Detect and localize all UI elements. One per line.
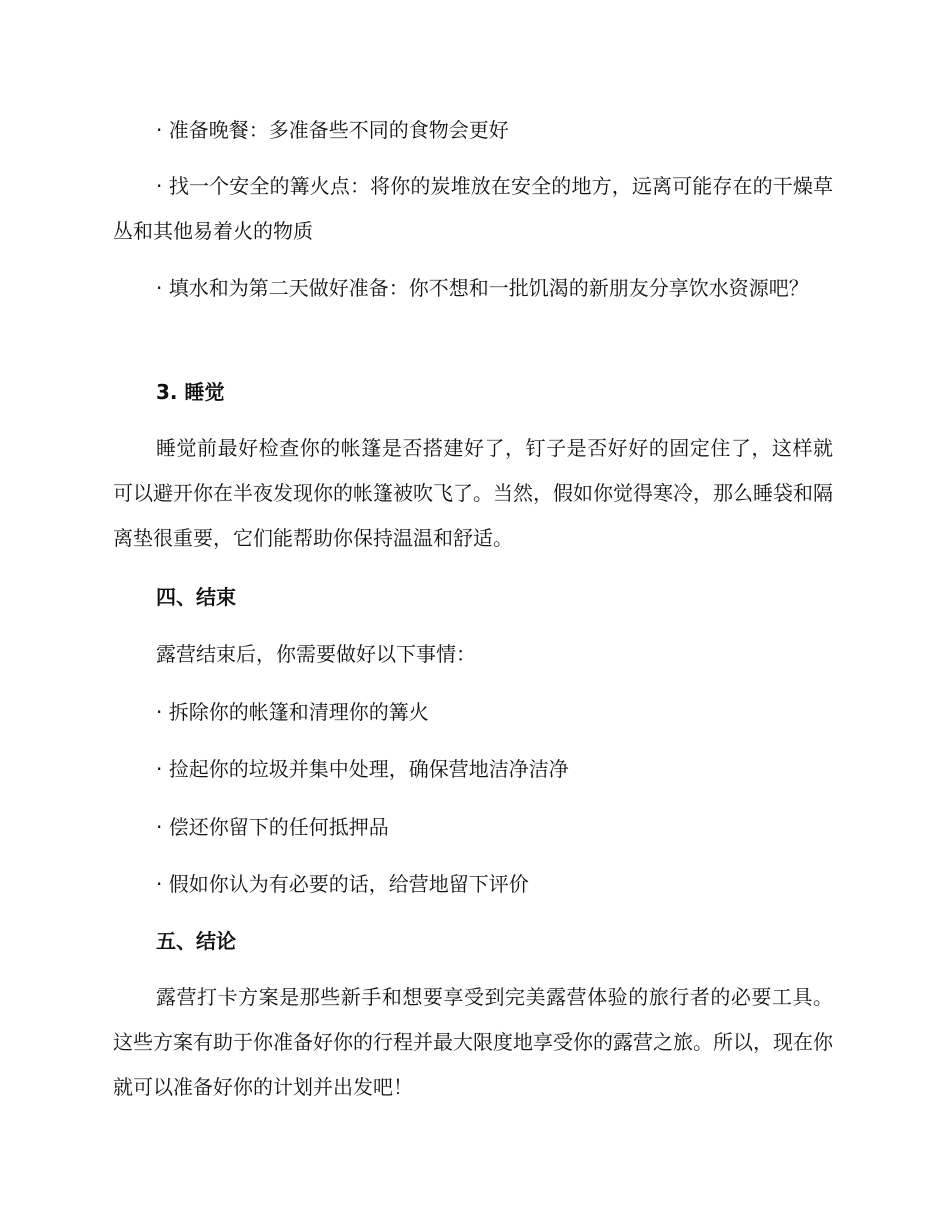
conclusion-paragraph: 露营打卡方案是那些新手和想要享受到完美露营体验的旅行者的必要工具。这些方案有助于你准备好你的行程并最大限度地享受你的露营之旅。所以，现在你就可以准备好你的计划并出发吧！ [113, 985, 833, 1099]
end-intro: 露营结束后，你需要做好以下事情： [156, 642, 476, 666]
end-bullet-trash: · 捡起你的垃圾并集中处理，确保营地洁净洁净 [156, 757, 569, 781]
end-bullet-tent: · 拆除你的帐篷和清理你的篝火 [156, 700, 429, 724]
end-bullet-review: · 假如你认为有必要的话，给营地留下评价 [156, 872, 529, 896]
end-bullet-deposit: · 偿还你留下的任何抵押品 [156, 815, 389, 839]
conclusion-heading: 五、结论 [156, 929, 236, 953]
camp-bullet-water: · 填水和为第二天做好准备：你不想和一批饥渴的新朋友分享饮水资源吧？ [156, 276, 809, 300]
camp-bullet-fire-spot: · 找一个安全的篝火点：将你的炭堆放在安全的地方，远离可能存在的干燥草丛和其他易着火的物质 [113, 174, 833, 243]
end-heading: 四、结束 [156, 585, 236, 609]
camp-bullet-dinner: · 准备晚餐：多准备些不同的食物会更好 [156, 118, 509, 142]
sleep-heading: 3. 睡觉 [156, 380, 225, 404]
sleep-paragraph: 睡觉前最好检查你的帐篷是否搭建好了，钉子是否好好的固定住了，这样就可以避开你在半夜发现你的帐篷被吹飞了。当然，假如你觉得寒冷，那么睡袋和隔离垫很重要，它们能帮助你保持温温和舒适。 [113, 436, 833, 550]
